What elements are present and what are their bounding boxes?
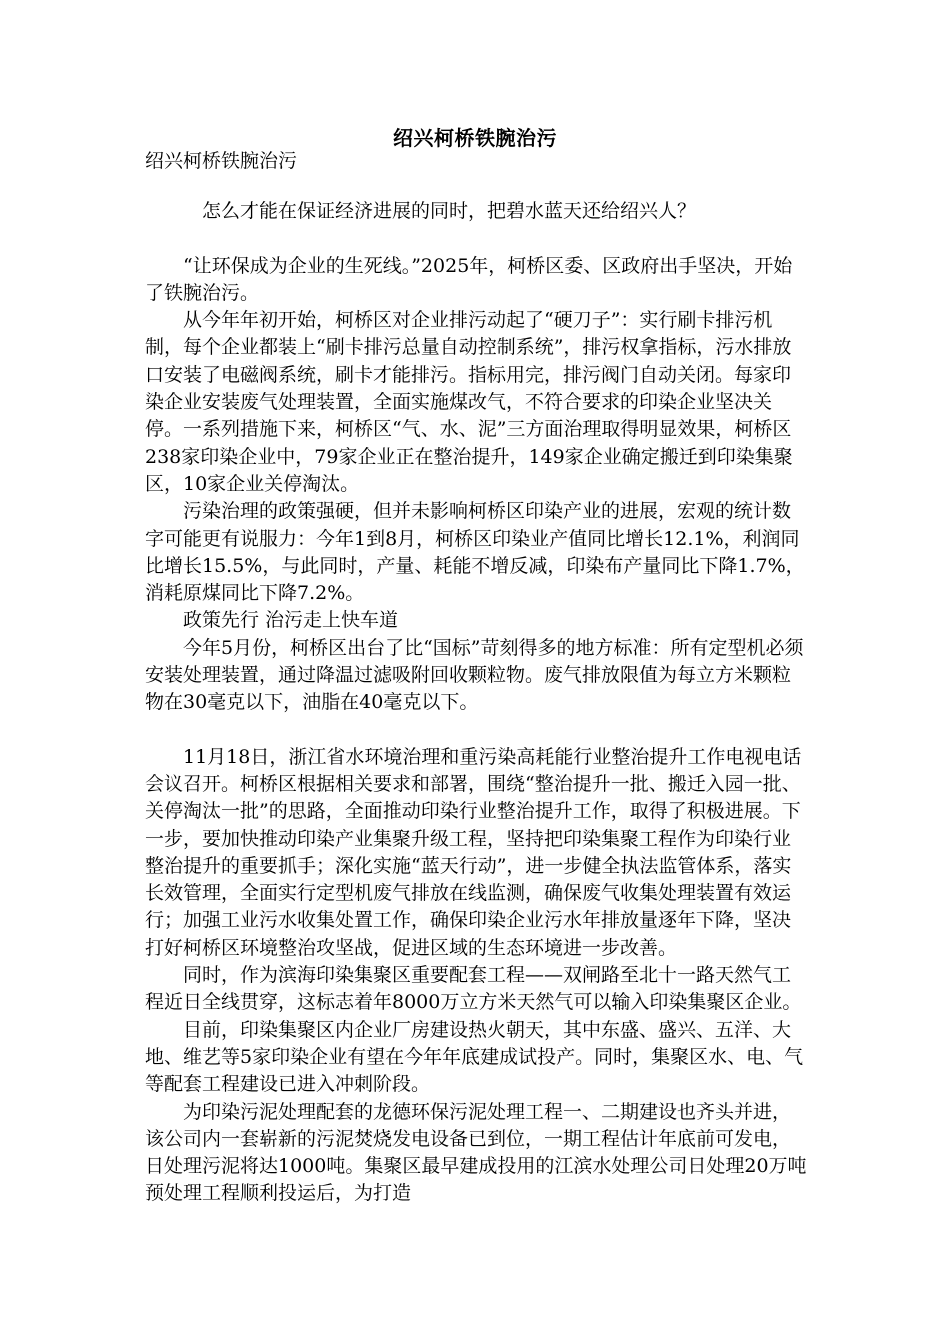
paragraph: 从今年年初开始，柯桥区对企业排污动起了“硬刀子”：实行刷卡排污机制，每个企业都装上“刷卡排污总量自动控制系统”，排污权拿指标，污水排放口安装了电磁阀系统，刷卡才能排污。指标用完，排污阀门自动关闭。每家印染企业安装废气处理装置，全面实施煤改气，不符合要求的印染企业坚决关停。一系列措施下来，柯桥区“气、水、泥”三方面治理取得明显效果，柯桥区238家印染企业中，79家企业正在整治提升，149家企业确定搬迁到印染集聚区，10家企业关停淘汰。	[145, 309, 793, 495]
paragraph: 今年5月份，柯桥区出台了比“国标”苛刻得多的地方标准：所有定型机必须安装处理装置，通过降温过滤吸附回收颗粒物。废气排放限值为每立方米颗粒物在30毫克以下，油脂在40毫克以下。	[145, 636, 804, 714]
lead-question: 怎么才能在保证经济进展的同时，把碧水蓝天还给绍兴人？	[202, 200, 697, 223]
paragraph: 污染治理的政策强硬，但并未影响柯桥区印染产业的进展，宏观的统计数字可能更有说服力：今年1到8月，柯桥区印染业产值同比增长12.1%，利润同比增长15.5%，与此同时，产量、耗能不增反减，印染布产量同比下降1.7%，消耗原煤同比下降7.2%。	[145, 500, 805, 605]
document-body	[145, 148, 809, 1208]
paragraph: “让环保成为企业的生死线。”2025年，柯桥区委、区政府出手坚决，开始了铁腕治污。	[145, 254, 793, 304]
paragraph: 为印染污泥处理配套的龙德环保污泥处理工程一、二期建设也齐头并进，该公司内一套崭新的污泥焚烧发电设备已到位，一期工程估计年底前可发电，日处理污泥将达1000吨。集聚区最早建成投用的江滨水处理公司日处理20万吨预处理工程顺利投运后，为打造	[145, 1100, 807, 1205]
section-heading: 政策先行 治污走上快车道	[183, 609, 399, 632]
paragraph: 同时，作为滨海印染集聚区重要配套工程——双闸路至北十一路天然气工程近日全线贯穿，这标志着年8000万立方米天然气可以输入印染集聚区企业。	[145, 964, 802, 1014]
paragraph: 11月18日，浙江省水环境治理和重污染高耗能行业整治提升工作电视电话会议召开。柯桥区根据相关要求和部署，围绕“整治提升一批、搬迁入园一批、关停淘汰一批”的思路，全面推动印染行业整治提升工作，取得了积极进展。下一步，要加快推动印染产业集聚升级工程，坚持把印染集聚工程作为印染行业整治提升的重要抓手；深化实施“蓝天行动”，进一步健全执法监管体系，落实长效管理，全面实行定型机废气排放在线监测，确保废气收集处理装置有效运行；加强工业污水收集处置工作，确保印染企业污水年排放量逐年下降，坚决打好柯桥区环境整治攻坚战，促进区域的生态环境进一步改善。	[145, 745, 802, 959]
paragraph: 目前，印染集聚区内企业厂房建设热火朝天，其中东盛、盛兴、五洋、大地、维艺等5家印染企业有望在今年年底建成试投产。同时，集聚区水、电、气等配套工程建设已进入冲刺阶段。	[145, 1018, 804, 1096]
document-subtitle: 绍兴柯桥铁腕治污	[145, 150, 298, 172]
document-title: 绍兴柯桥铁腕治污	[393, 126, 557, 150]
